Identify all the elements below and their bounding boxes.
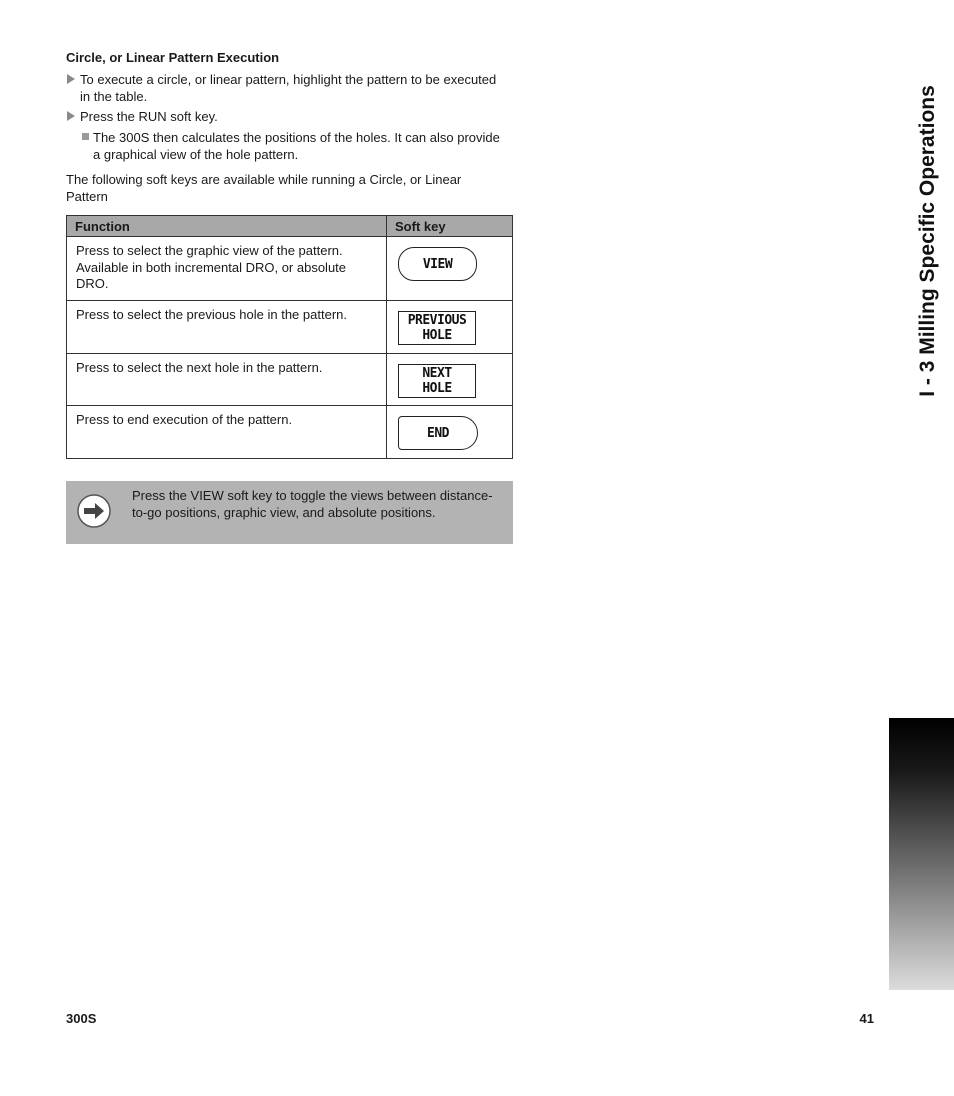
softkey-label: VIEW	[422, 256, 453, 272]
function-description: Press to select the next hole in the pattern.	[67, 354, 387, 406]
table-row	[67, 406, 513, 459]
step-1: To execute a circle, or linear pattern, highlight the pattern to be executed in the table.	[80, 72, 497, 104]
result-note: The 300S then calculates the positions of the holes. It can also provide a graphical view of the hole pattern.	[93, 130, 500, 162]
section-heading: Circle, or Linear Pattern Execution	[66, 50, 280, 65]
function-description: Press to select the previous hole in the pattern.	[67, 301, 387, 354]
step-2: Press the RUN soft key.	[80, 109, 218, 124]
function-description: Press to end execution of the pattern.	[67, 406, 387, 459]
softkey-label: HOLE	[422, 381, 452, 396]
tip-box	[66, 481, 513, 544]
next-hole-softkey[interactable]	[398, 364, 476, 398]
arrow-right-icon	[77, 494, 111, 528]
chapter-side-title: I - 3 Milling Specific Operations	[916, 85, 939, 397]
intro-text: The following soft keys are available while running a Circle, or Linear Pattern	[66, 172, 462, 204]
table-header-row	[67, 216, 513, 237]
table-row	[67, 301, 513, 354]
table-row	[67, 237, 513, 301]
tip-text: Press the VIEW soft key to toggle the views between distance-to-go positions, graphic view, and absolute positions.	[132, 488, 493, 520]
softkey-cell	[387, 406, 513, 459]
softkey-cell	[387, 237, 513, 301]
previous-hole-softkey[interactable]	[398, 311, 476, 345]
softkey-label: PREVIOUS	[407, 313, 467, 328]
footer-product: 300S	[66, 1011, 97, 1026]
table-row	[67, 354, 513, 406]
end-softkey[interactable]	[398, 416, 478, 450]
softkey-label: NEXT	[422, 366, 452, 381]
view-softkey[interactable]	[398, 247, 477, 281]
chapter-tab	[889, 718, 954, 990]
softkey-cell	[387, 301, 513, 354]
step-1-bullet-icon	[67, 74, 75, 84]
column-header-softkey: Soft key	[387, 216, 513, 237]
softkey-cell	[387, 354, 513, 406]
softkey-table	[66, 215, 513, 459]
function-description: Press to select the graphic view of the pattern. Available in both incremental DRO, or absolute DRO.	[67, 237, 387, 301]
result-bullet-icon	[82, 133, 89, 140]
column-header-function: Function	[67, 216, 387, 237]
softkey-label: END	[427, 425, 449, 441]
step-2-bullet-icon	[67, 111, 75, 121]
softkey-label: HOLE	[422, 328, 452, 343]
page-number: 41	[859, 1011, 874, 1026]
